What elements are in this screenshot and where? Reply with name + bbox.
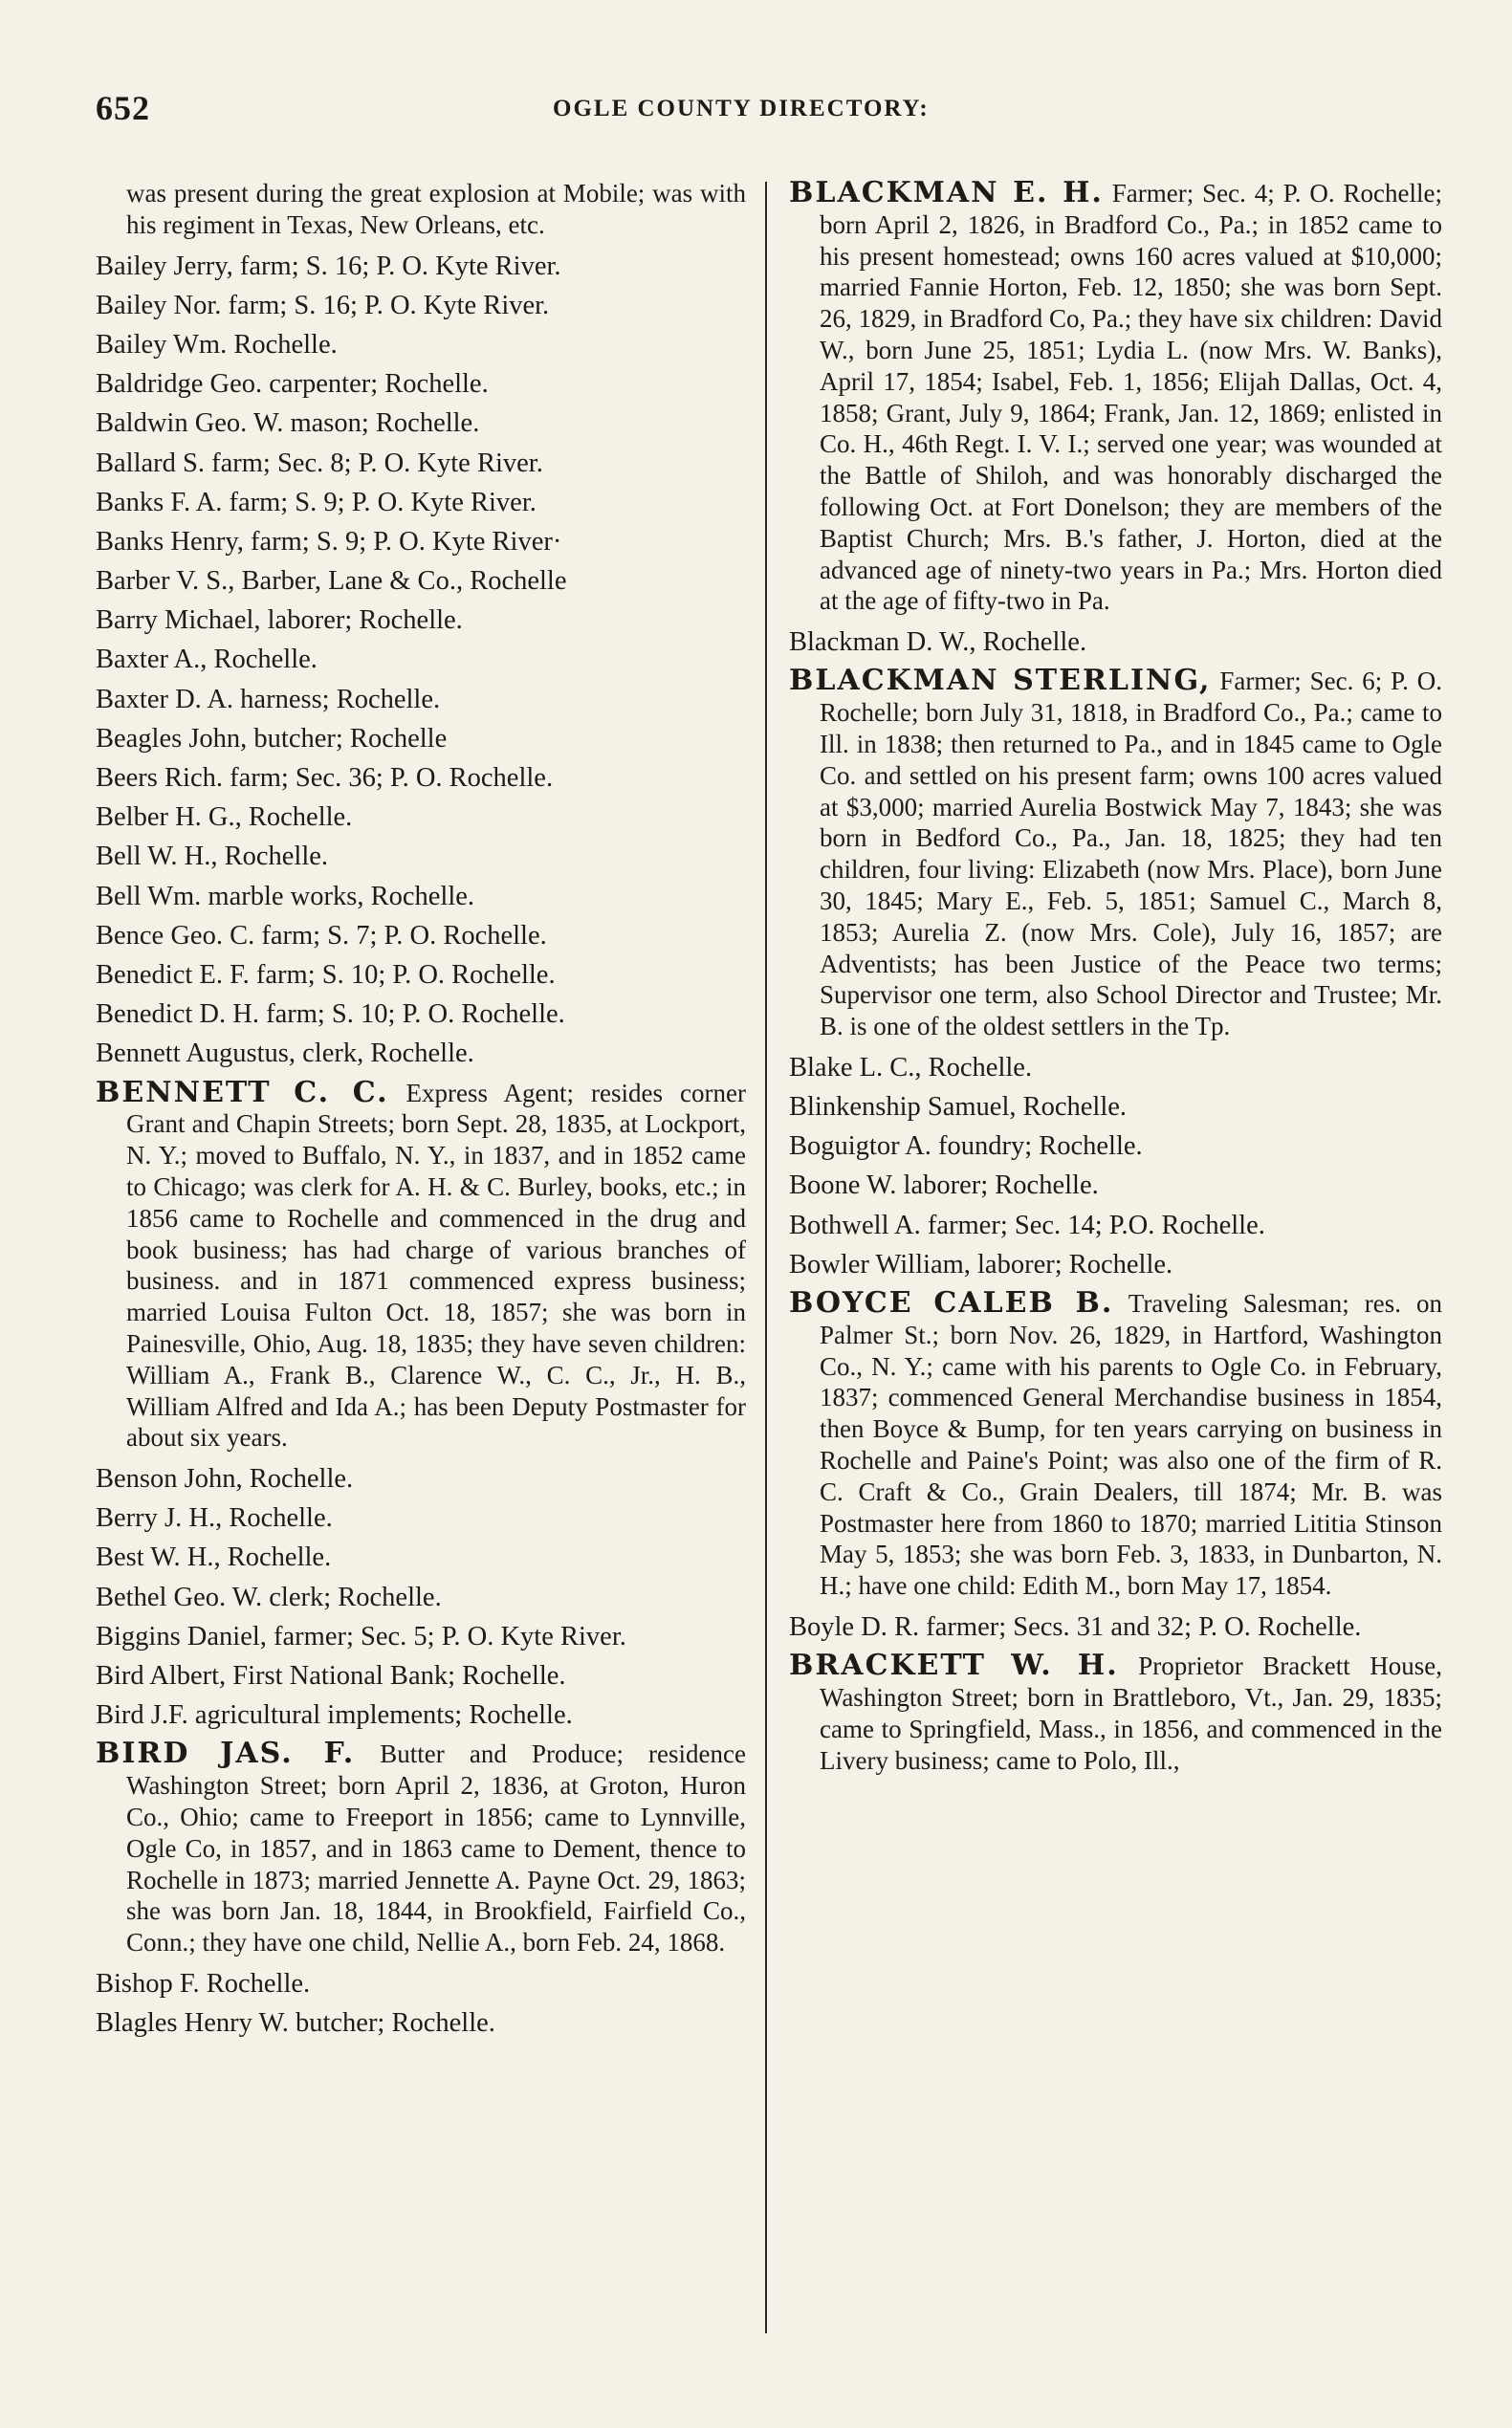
directory-entry: Bailey Nor. farm; S. 16; P. O. Kyte River.: [96, 290, 550, 320]
biography-name: BENNETT C. C.: [96, 1075, 389, 1109]
directory-entry: Bailey Jerry, farm; S. 16; P. O. Kyte River.: [96, 251, 561, 281]
directory-entry: Baldwin Geo. W. mason; Rochelle.: [96, 408, 480, 439]
biography-text: Proprietor Brackett House, Washington Street; born in Brattleboro, Vt., Jan. 29, 1835; came to Springfield, Mass., in 1856, and commenced in the Livery business; came to Polo, Ill.,: [820, 1651, 1443, 1775]
directory-entry: Boguigtor A. foundry; Rochelle.: [789, 1131, 1143, 1162]
biography-name: BOYCE CALEB B.: [789, 1286, 1114, 1321]
directory-entry: Baldridge Geo. carpenter; Rochelle.: [96, 369, 489, 400]
page-number: 652: [96, 89, 150, 127]
biography-name: BLACKMAN E. H.: [789, 176, 1104, 209]
directory-entry: Blackman D. W., Rochelle.: [789, 627, 1087, 658]
directory-entry: Boyle D. R. farmer; Secs. 31 and 32; P. O. Rochelle.: [789, 1612, 1362, 1642]
biography-entry: [789, 178, 1442, 617]
directory-entry: Bird J.F. agricultural implements; Rochelle.: [96, 1700, 573, 1731]
directory-entry: Barber V. S., Barber, Lane & Co., Rochelle: [96, 566, 567, 597]
directory-entry: Bishop F. Rochelle.: [96, 1968, 311, 1999]
directory-entry: Bennett Augustus, clerk, Rochelle.: [96, 1039, 474, 1069]
biography-text: Farmer; Sec. 6; P. O. Rochelle; born July 31, 1818, in Bradford Co., Pa.; came to Ill. in 1838; then returned to Pa., and in 1845 came to Ogle Co. and settled on his present farm; owns 100 acres valued at $3,000; married Aurelia Bostwick May 7, 1843; she was born in Bedford Co., Pa., Jan. 18, 1825; they had ten children, four living: Elizabeth (now Mrs. Place), born June 30, 1845; Mary E., Feb. 5, 1851; Samuel C., March 8, 1853; Aurelia Z. (now Mrs. Cole), July 16, 1857; are Adventists; has been Justice of the Peace two terms; Supervisor one term, also School Director and Trustee; Mr. B. is one of the oldest settlers in the Tp.: [820, 667, 1442, 1041]
directory-entry: Bowler William, laborer; Rochelle.: [789, 1249, 1173, 1280]
biography-text: Express Agent; resides corner Grant and Chapin Streets; born Sept. 28, 1835, at Lockport, N. Y.; moved to Buffalo, N. Y., in 1837, and in 1852 came to Chicago; was clerk for A. H. & C. Burley, books, etc.; in 1856 came to Rochelle and commenced in the drug and book business; has had charge of various branches of business. and in 1871 commenced express business; married Louisa Fulton Oct. 18, 1857; she was born in Painesville, Ohio, Aug. 18, 1835; they have seven children: William A., Frank B., Clarence W., C. C., Jr., H. B., William Alfred and Ida A.; has been Deputy Postmaster for about six years.: [126, 1078, 746, 1453]
directory-entry: Banks F. A. farm; S. 9; P. O. Kyte River.: [96, 487, 537, 517]
biography-entry: [96, 1075, 746, 1455]
directory-entry: Belber H. G., Rochelle.: [96, 802, 353, 833]
directory-entry: Boone W. laborer; Rochelle.: [789, 1170, 1099, 1201]
left-column: [96, 178, 746, 2046]
directory-entry: Bailey Wm. Rochelle.: [96, 329, 338, 360]
biography-text: Traveling Salesman; res. on Palmer St.; born Nov. 26, 1829, in Hartford, Washington Co., N. Y.; came with his parents to Ogle Co. in February, 1837; commenced General Merchandise business in 1854, then Boyce & Bump, for ten years carrying on business in Rochelle and Paine's Point; was also one of the firm of R. C. Craft & Co., Grain Dealers, till 1874; Mr. B. was Postmaster here from 1860 to 1870; married Lititia Stinson May 5, 1853; she was born Feb. 3, 1833, in Dunbarton, N. H.; have one child: Edith M., born May 17, 1854.: [820, 1289, 1442, 1601]
continued-text: was present during the great explosion at Mobile; was with his regiment in Texas, New Orleans, etc.: [126, 179, 746, 239]
biography-name: BLACKMAN STERLING,: [789, 664, 1212, 698]
biography-entry: [96, 1739, 746, 1958]
directory-entry: Berry J. H., Rochelle.: [96, 1503, 333, 1534]
directory-entry: Bird Albert, First National Bank; Rochelle.: [96, 1661, 566, 1692]
directory-entry: Barry Michael, laborer; Rochelle.: [96, 605, 463, 636]
biography-entry: [789, 1288, 1442, 1602]
directory-entry: Biggins Daniel, farmer; Sec. 5; P. O. Kyte River.: [96, 1621, 626, 1651]
directory-entry: Blagles Henry W. butcher; Rochelle.: [96, 2008, 495, 2039]
running-head: OGLE COUNTY DIRECTORY:: [553, 96, 930, 121]
directory-entry: Benson John, Rochelle.: [96, 1464, 354, 1495]
biography-text: Farmer; Sec. 4; P. O. Rochelle; born April 2, 1826, in Bradford Co., Pa.; in 1852 came to his present homestead; owns 160 acres valued at $10,000; married Fannie Horton, Feb. 12, 1850; she was born Sept. 26, 1829, in Bradford Co, Pa.; they have six children: David W., born June 25, 1851; Lydia L. (now Mrs. W. Banks), April 17, 1854; Isabel, Feb. 1, 1856; Elijah Dallas, Oct. 4, 1858; Grant, July 9, 1864; Frank, Jan. 12, 1869; enlisted in Co. H., 46th Regt. I. V. I.; served one year; was wounded at the Battle of Shiloh, and was honorably discharged the following Oct. at Fort Donelson; they are members of the Baptist Church; Mrs. B.'s father, J. Horton, died at the advanced age of ninety-two years in Pa.; Mrs. Horton died at the age of fifty-two in Pa.: [820, 179, 1442, 616]
directory-entry: Ballard S. farm; Sec. 8; P. O. Kyte River.: [96, 448, 543, 478]
directory-entry: Bence Geo. C. farm; S. 7; P. O. Rochelle.: [96, 920, 547, 951]
directory-entry: Benedict D. H. farm; S. 10; P. O. Rochelle.: [96, 999, 565, 1030]
directory-entry: Blake L. C., Rochelle.: [789, 1052, 1033, 1083]
biography-entry: [789, 666, 1442, 1042]
directory-entry: Baxter D. A. harness; Rochelle.: [96, 684, 441, 714]
directory-entry: Baxter A., Rochelle.: [96, 645, 318, 675]
column-divider: [765, 182, 767, 2333]
directory-entry: Bell W. H., Rochelle.: [96, 842, 329, 872]
directory-entry: Benedict E. F. farm; S. 10; P. O. Rochelle.: [96, 959, 556, 990]
biography-text: Butter and Produce; residence Washington Street; born April 2, 1836, at Groton, Huron Co., Ohio; came to Freeport in 1856; came to Lynnville, Ogle Co, in 1857, and in 1863 came to Dement, thence to Rochelle in 1873; married Jennette A. Payne Oct. 29, 1863; she was born Jan. 18, 1844, in Brookfield, Fairfield Co., Conn.; they have one child, Nellie A., born Feb. 24, 1868.: [126, 1739, 746, 1958]
directory-entry: Beagles John, butcher; Rochelle: [96, 723, 448, 754]
directory-entry: Bothwell A. farmer; Sec. 14; P.O. Rochelle.: [789, 1210, 1265, 1240]
directory-entry: Blinkenship Samuel, Rochelle.: [789, 1092, 1128, 1123]
right-column: [789, 178, 1442, 1785]
directory-entry: Beers Rich. farm; Sec. 36; P. O. Rochelle.: [96, 763, 554, 794]
biography-name: BRACKETT W. H.: [789, 1649, 1119, 1683]
directory-entry: Best W. H., Rochelle.: [96, 1542, 332, 1573]
directory-entry: Banks Henry, farm; S. 9; P. O. Kyte River·: [96, 526, 562, 557]
biography-entry: [789, 1651, 1442, 1776]
biography-name: BIRD JAS. F.: [96, 1737, 356, 1771]
directory-entry: Bethel Geo. W. clerk; Rochelle.: [96, 1582, 442, 1612]
directory-entry: Bell Wm. marble works, Rochelle.: [96, 881, 475, 911]
